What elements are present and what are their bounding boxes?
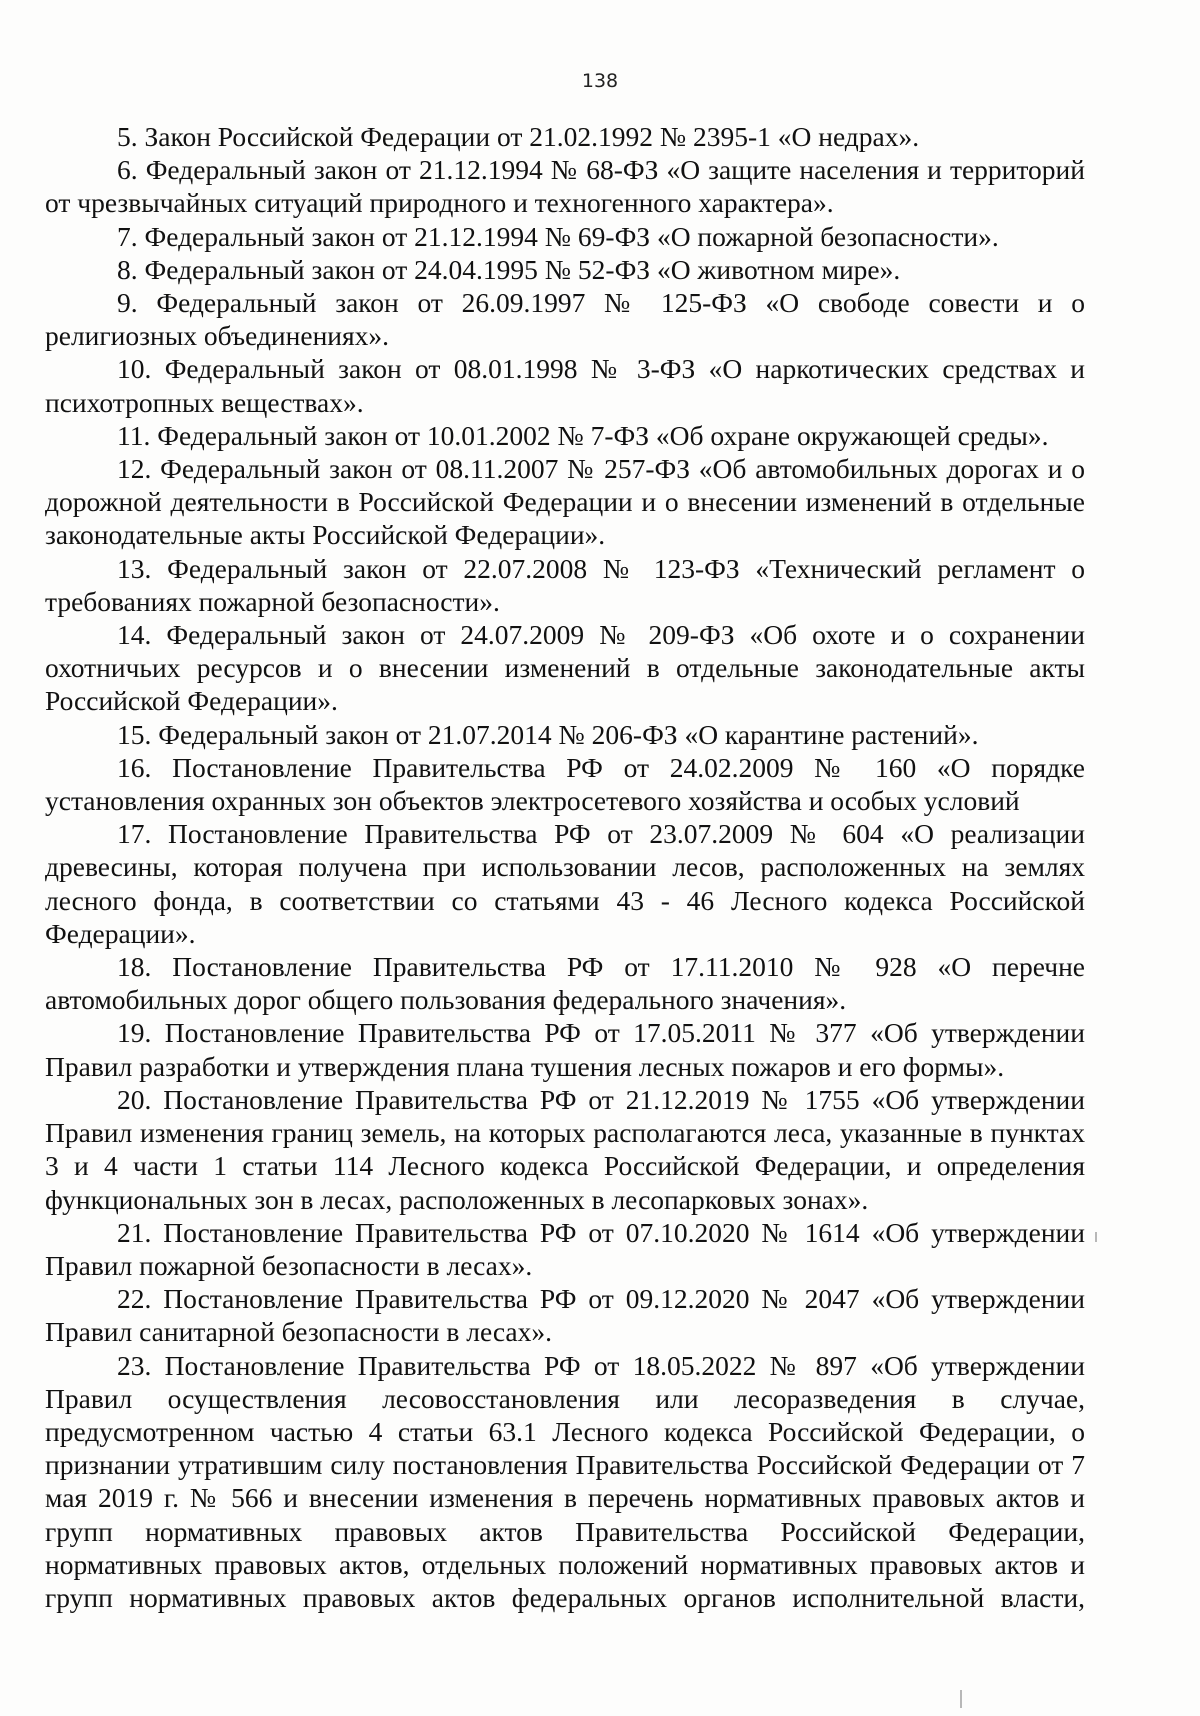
- scan-speck: [960, 1690, 962, 1708]
- page-number: 138: [581, 70, 619, 92]
- list-item: 18. Постановление Правительства РФ от 17.11.2010 № 928 «О перечне автомобильных дорог общего пользования федерального значения».: [45, 951, 1085, 1016]
- list-item: 10. Федеральный закон от 08.01.1998 № 3-ФЗ «О наркотических средствах и психотропных веществах».: [45, 353, 1085, 418]
- list-item: 22. Постановление Правительства РФ от 09.12.2020 № 2047 «Об утверждении Правил санитарной безопасности в лесах».: [45, 1283, 1085, 1348]
- list-item: 11. Федеральный закон от 10.01.2002 № 7-ФЗ «Об охране окружающей среды».: [117, 419, 1049, 451]
- list-item: 19. Постановление Правительства РФ от 17.05.2011 № 377 «Об утверждении Правил разработки и утверждения плана тушения лесных пожаров и его формы».: [45, 1017, 1085, 1082]
- list-item: 5. Закон Российской Федерации от 21.02.1992 № 2395-1 «О недрах».: [117, 121, 920, 152]
- legal-list: [45, 120, 1085, 1614]
- list-item: 7. Федеральный закон от 21.12.1994 № 69-ФЗ «О пожарной безопасности».: [117, 220, 999, 252]
- list-item: 6. Федеральный закон от 21.12.1994 № 68-ФЗ «О защите населения и территорий от чрезвычайных ситуаций природного и техногенного характера».: [45, 154, 1085, 219]
- list-item: 14. Федеральный закон от 24.07.2009 № 209-ФЗ «Об охоте и о сохранении охотничьих ресурсов и о внесении изменений в отдельные законодательные акты Российской Федерации».: [45, 619, 1085, 717]
- scan-speck: [1095, 1232, 1097, 1242]
- list-item: 23. Постановление Правительства РФ от 18.05.2022 № 897 «Об утверждении Правил осуществления лесовосстановления или лесоразведения в случае, предусмотренном частью 4 статьи 63.1 Лесного кодекса Российской Федерации, о признании утратившим силу постановления Правительства Российской Федерации от 7 мая 2019 г. № 566 и внесении изменения в перечень нормативных правовых актов и групп нормативных правовых актов Правительства Российской Федерации, нормативных правовых актов, отдельных положений нормативных правовых актов и групп нормативных правовых актов федеральных органов исполнительной власти,: [45, 1349, 1085, 1613]
- list-item: 15. Федеральный закон от 21.07.2014 № 206-ФЗ «О карантине растений».: [117, 718, 979, 750]
- list-item: 20. Постановление Правительства РФ от 21.12.2019 № 1755 «Об утверждении Правил изменения границ земель, на которых располагаются леса, указанные в пунктах 3 и 4 части 1 статьи 114 Лесного кодекса Российской Федерации, и определения функциональных зон в лесах, расположенных в лесопарковых зонах».: [45, 1083, 1085, 1215]
- list-item: 8. Федеральный закон от 24.04.1995 № 52-ФЗ «О животном мире».: [117, 253, 901, 285]
- list-item: 12. Федеральный закон от 08.11.2007 № 257-ФЗ «Об автомобильных дорогах и о дорожной деятельности в Российской Федерации и о внесении изменений в отдельные законодательные акты Российской Федерации».: [45, 453, 1085, 551]
- list-item: 13. Федеральный закон от 22.07.2008 № 123-ФЗ «Технический регламент о требованиях пожарной безопасности».: [45, 552, 1085, 617]
- list-item: 17. Постановление Правительства РФ от 23.07.2009 № 604 «О реализации древесины, которая получена при использовании лесов, расположенных на землях лесного фонда, в соответствии со статьями 43 - 46 Лесного кодекса Российской Федерации».: [45, 818, 1085, 949]
- list-item: 21. Постановление Правительства РФ от 07.10.2020 № 1614 «Об утверждении Правил пожарной безопасности в лесах».: [45, 1216, 1085, 1281]
- list-item: 16. Постановление Правительства РФ от 24.02.2009 № 160 «О порядке установления охранных зон объектов электросетевого хозяйства и особых условий: [45, 751, 1085, 817]
- list-item: 9. Федеральный закон от 26.09.1997 № 125-ФЗ «О свободе совести и о религиозных объединениях».: [45, 287, 1085, 352]
